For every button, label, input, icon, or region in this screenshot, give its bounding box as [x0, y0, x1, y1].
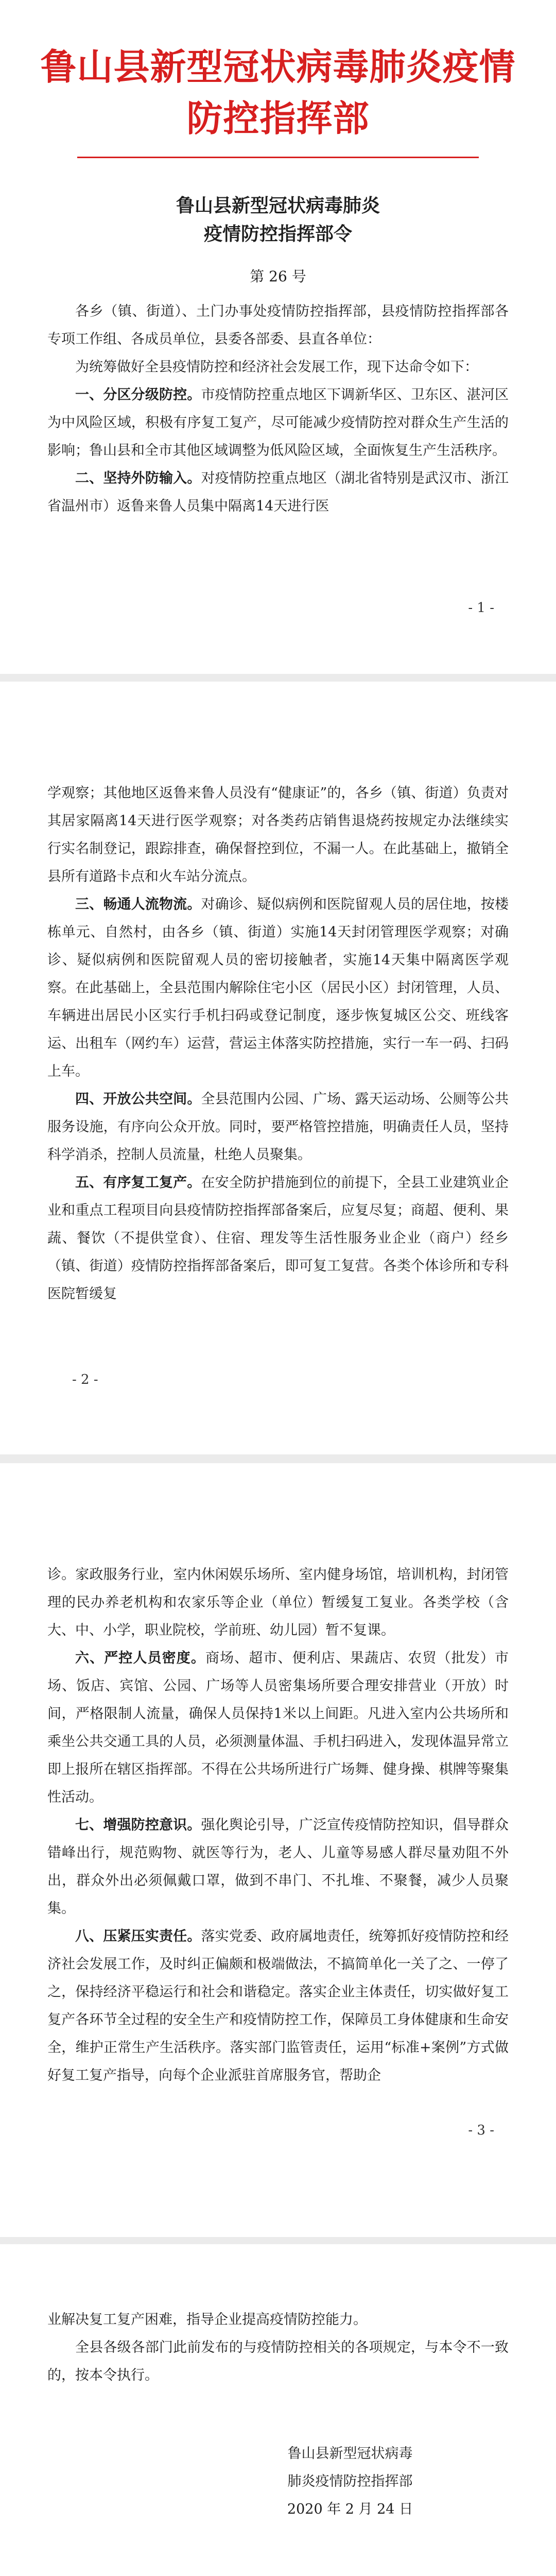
header-red-rule — [77, 157, 479, 158]
item-7-body: 强化舆论引导，广泛宣传疫情防控知识，倡导群众错峰出行，规范购物、就医等行为，老人、儿童等易感人群尽量劝阻不外出，群众外出必须佩戴口罩，做到不串门、不扎堆、不聚餐，减少人员聚集。 — [47, 1817, 509, 1917]
page-3-body — [47, 1561, 509, 2090]
signature-date: 2020 年 2 月 24 日 — [287, 2501, 413, 2517]
signature-line-2: 肺炎疫情防控指挥部 — [287, 2473, 413, 2489]
page-number-1: - 1 - — [468, 600, 494, 616]
item-5-body-part-1: 在安全防护措施到位的前提下，全县工业建筑业企业和重点工程项目向县疫情防控指挥部备案后，应复尽复；商超、便利、果蔬、餐饮（不提供堂食）、住宿、理发等生活性服务业企业（商户）经乡（镇、街道）疫情防控指挥部备案后，即可复工复营。各类个体诊所和专科医院暂缓复 — [47, 1175, 509, 1302]
item-6-heading: 六、严控人员密度。 — [75, 1650, 205, 1666]
item-2-body-part-1: 对疫情防控重点地区（湖北省特别是武汉市、浙江省温州市）返鲁来鲁人员集中隔离14天进行医 — [47, 470, 509, 514]
addressees: 各乡（镇、街道）、土门办事处疫情防控指挥部，县疫情防控指挥部各专项工作组、各成员单位，县委各部委、县直各单位： — [47, 303, 509, 347]
item-4-body: 全县范围内公园、广场、露天运动场、公厕等公共服务设施，有序向公众开放。同时，要严格管控措施，明确责任人员，坚持科学消杀，控制人员流量，杜绝人员聚集。 — [47, 1091, 509, 1163]
document-page-2 — [0, 682, 556, 1454]
document-page-3 — [0, 1463, 556, 2237]
item-1-heading: 一、分区分级防控。 — [75, 387, 201, 403]
closing-paragraph: 全县各级各部门此前发布的与疫情防控相关的各项规定，与本令不一致的，按本令执行。 — [47, 2340, 509, 2383]
page-number-2: - 2 - — [72, 1372, 98, 1387]
doc-title-line-1: 鲁山县新型冠状病毒肺炎 — [176, 195, 380, 216]
item-5 — [47, 1169, 509, 1308]
item-8-continued: 业解决复工复产困难，指导企业提高疫情防控能力。 — [47, 2312, 367, 2328]
page-4-body — [47, 2306, 509, 2389]
item-6-body: 商场、超市、便利店、果蔬店、农贸（批发）市场、饭店、宾馆、公园、广场等人员密集场所要合理安排营业（开放）时间，严格限制人流量，确保人员保持1米以上间距。凡进入室内公共场所和乘坐公共交通工具的人员，必须测量体温、手机扫码进入，发现体温异常立即上报所在辖区指挥部。不得在公共场所进行广场舞、健身操、棋牌等聚集性活动。 — [47, 1650, 509, 1805]
item-1-body: 市疫情防控重点地区下调新华区、卫东区、湛河区为中风险区域，积极有序复工复产，尽可能减少疫情防控对群众生产生活的影响；鲁山县和全市其他区域调整为低风险区域，全面恢复生产生活秩序。 — [47, 387, 509, 459]
document-page-4 — [0, 2244, 556, 2576]
item-5-continued: 诊。家政服务行业，室内休闲娱乐场所、室内健身场馆，培训机构，封闭管理的民办养老机构和农家乐等企业（单位）暂缓复工复业。各类学校（含大、中、小学，职业院校，学前班、幼儿园）暂不复课。 — [47, 1567, 509, 1638]
item-3-body: 对确诊、疑似病例和医院留观人员的居住地，按楼栋单元、自然村，由各乡（镇、街道）实施14天封闭管理医学观察；对确诊、疑似病例和医院留观人员的密切接触者，实施14天集中隔离医学观察。在此基础上，全县范围内解除住宅小区（居民小区）封闭管理，人员、车辆进出居民小区实行手机扫码或登记制度，逐步恢复城区公交、班线客运、出租车（网约车）运营，营运主体落实防控措施，实行一车一码、扫码上车。 — [47, 896, 509, 1079]
item-2-heading: 二、坚持外防输入。 — [75, 470, 201, 486]
item-6 — [47, 1645, 509, 1811]
page-1-body — [47, 298, 509, 520]
document-page-1 — [0, 0, 556, 674]
document-header-title: 鲁山县新型冠状病毒肺炎疫情防控指挥部 — [40, 46, 516, 140]
signature-line-1: 鲁山县新型冠状病毒 — [287, 2446, 413, 2462]
item-7-heading: 七、增强防控意识。 — [75, 1817, 201, 1833]
item-1 — [47, 381, 509, 465]
item-2-continued: 学观察；其他地区返鲁来鲁人员没有“健康证”的，各乡（镇、街道）负责对其居家隔离14天进行医学观察；对各类药店销售退烧药按规定办法继续实行实名制登记，跟踪排查，确保督控到位，不漏一人。在此基础上，撤销全县所有道路卡点和火车站分流点。 — [47, 785, 509, 885]
page-number-3: - 3 - — [468, 2123, 494, 2138]
item-8-heading: 八、压紧压实责任。 — [75, 1928, 201, 1944]
item-8 — [47, 1923, 509, 2090]
item-8-body-part-1: 落实党委、政府属地责任，统筹抓好疫情防控和经济社会发展工作，及时纠正偏颇和极端做法，不搞简单化一关了之、一停了之，保持经济平稳运行和社会和谐稳定。落实企业主体责任，切实做好复工复产各环节全过程的安全生产和疫情防控工作，保障员工身体健康和生命安全，维护正常生产生活秩序。落实部门监管责任，运用“标准+案例”方式做好复工复产指导，向每个企业派驻首席服务官，帮助企 — [47, 1928, 509, 2083]
item-7 — [47, 1811, 509, 1923]
item-4-heading: 四、开放公共空间。 — [75, 1091, 201, 1107]
item-4 — [47, 1086, 509, 1169]
page-2-body — [47, 779, 509, 1308]
item-5-heading: 五、有序复工复产。 — [75, 1175, 201, 1191]
doc-number: 第 26 号 — [250, 268, 306, 285]
item-3-heading: 三、畅通人流物流。 — [75, 896, 201, 912]
item-2 — [47, 465, 509, 520]
doc-title-line-2: 疫情防控指挥部令 — [203, 223, 352, 245]
intro-paragraph: 为统筹做好全县疫情防控和经济社会发展工作，现下达命令如下： — [75, 359, 478, 375]
item-3 — [47, 891, 509, 1086]
